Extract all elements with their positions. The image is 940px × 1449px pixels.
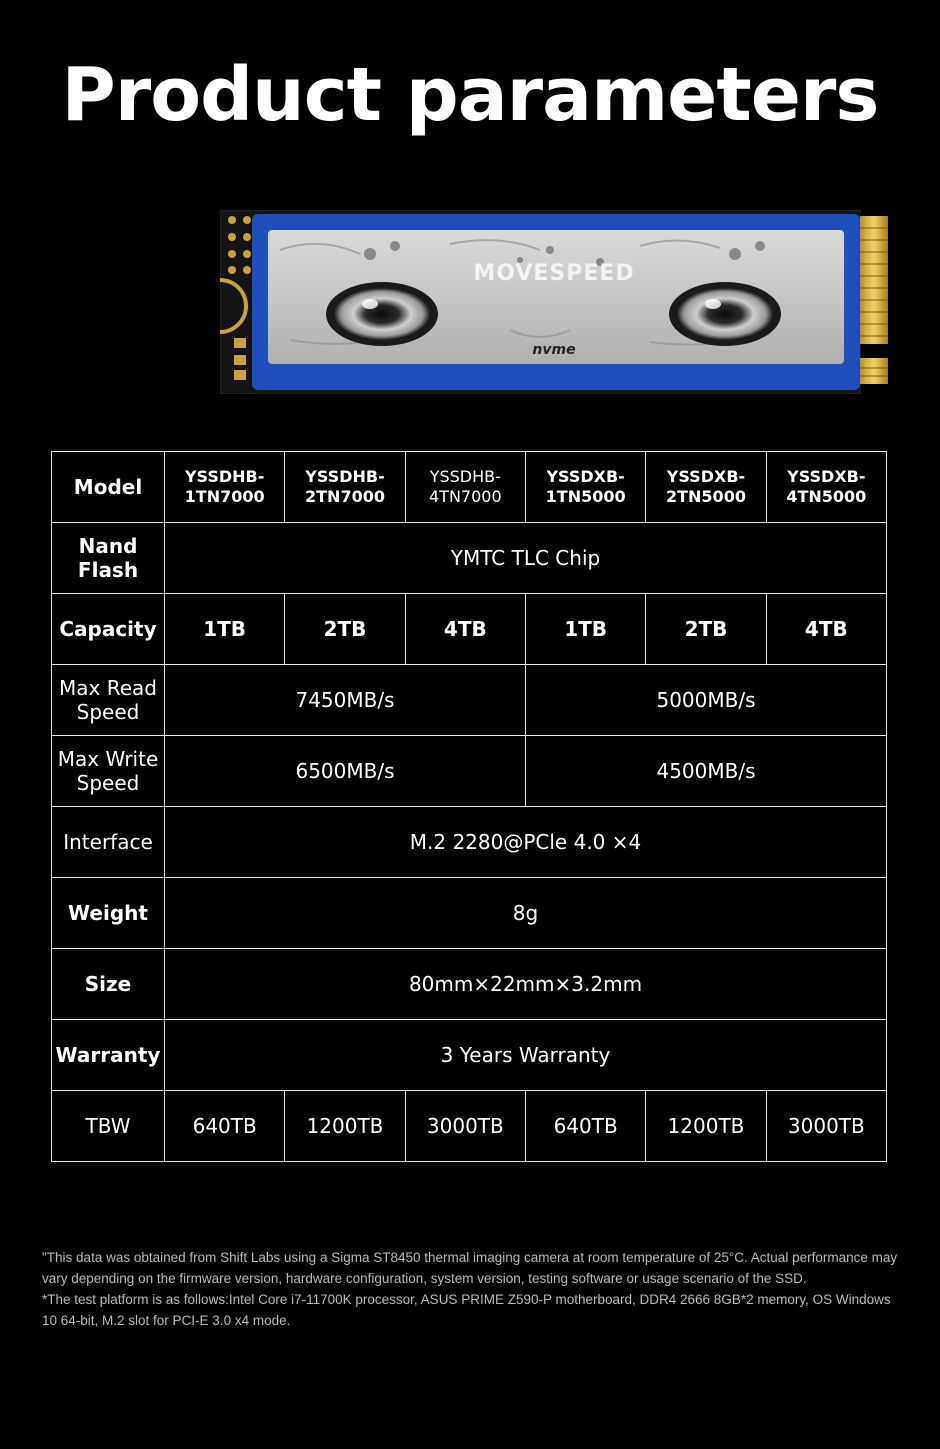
table-row-read xyxy=(52,665,887,736)
model-line: YSSDHB- xyxy=(305,467,385,486)
spec-table xyxy=(51,451,887,1162)
ssd-product-image xyxy=(220,210,890,394)
warranty-value: 3 Years Warranty xyxy=(165,1020,887,1091)
capacity-cell: 1TB xyxy=(525,594,645,665)
table-row-tbw xyxy=(52,1091,887,1162)
tbw-cell: 1200TB xyxy=(285,1091,405,1162)
table-row-nand xyxy=(52,523,887,594)
table-row-size xyxy=(52,949,887,1020)
tbw-cell: 3000TB xyxy=(766,1091,886,1162)
footnote-platform: *The test platform is as follows:Intel Core i7-11700K processor, ASUS PRIME Z590-P motherboard, DDR4 2666 8GB*2 memory, OS Windows 10 64-bit, M.2 slot for PCI-E 3.0 x4 mode. xyxy=(42,1292,891,1328)
row-label-nand: Nand Flash xyxy=(52,523,165,594)
model-cell xyxy=(165,452,285,523)
row-label-size: Size xyxy=(52,949,165,1020)
model-line: 2TN7000 xyxy=(305,487,385,506)
capacity-cell: 4TB xyxy=(405,594,525,665)
tbw-cell: 1200TB xyxy=(646,1091,766,1162)
model-line: YSSDXB- xyxy=(666,467,746,486)
model-line: 1TN7000 xyxy=(184,487,265,506)
model-line: YSSDXB- xyxy=(546,467,625,486)
model-line: YSSDHB- xyxy=(184,467,265,486)
row-label-tbw: TBW xyxy=(52,1091,165,1162)
write-speed-5000: 4500MB/s xyxy=(525,736,886,807)
model-line: YSSDHB- xyxy=(429,467,501,486)
tbw-cell: 3000TB xyxy=(405,1091,525,1162)
model-cell xyxy=(766,452,886,523)
write-speed-7000: 6500MB/s xyxy=(165,736,526,807)
capacity-cell: 2TB xyxy=(285,594,405,665)
row-label-read: Max Read Speed xyxy=(52,665,165,736)
capacity-cell: 4TB xyxy=(766,594,886,665)
table-row-write xyxy=(52,736,887,807)
table-row-capacity xyxy=(52,594,887,665)
table-row-warranty xyxy=(52,1020,887,1091)
row-label-model: Model xyxy=(52,452,165,523)
interface-value: M.2 2280@PCle 4.0 ×4 xyxy=(165,807,887,878)
read-speed-5000: 5000MB/s xyxy=(525,665,886,736)
page-title: Product parameters xyxy=(61,52,879,138)
model-cell xyxy=(285,452,405,523)
model-cell xyxy=(525,452,645,523)
size-value: 80mm×22mm×3.2mm xyxy=(165,949,887,1020)
nvme-badge: nvme xyxy=(532,342,576,358)
model-line: 1TN5000 xyxy=(545,487,626,506)
table-row-weight xyxy=(52,878,887,949)
row-label-interface: Interface xyxy=(52,807,165,878)
weight-value: 8g xyxy=(165,878,887,949)
model-line: 2TN5000 xyxy=(665,487,746,506)
model-cell xyxy=(646,452,766,523)
capacity-cell: 2TB xyxy=(646,594,766,665)
model-cell xyxy=(405,452,525,523)
table-row-interface xyxy=(52,807,887,878)
brand-logo: MOVESPEED xyxy=(473,261,635,286)
row-label-capacity: Capacity xyxy=(52,594,165,665)
tbw-cell: 640TB xyxy=(165,1091,285,1162)
tbw-cell: 640TB xyxy=(525,1091,645,1162)
nand-flash-value: YMTC TLC Chip xyxy=(165,523,887,594)
row-label-weight: Weight xyxy=(52,878,165,949)
footnote-thermal: "This data was obtained from Shift Labs using a Sigma ST8450 thermal imaging camera at room temperature of 25°C. Actual performance may vary depending on the firmware version, hardware configuration, system version, testing software or usage scenario of the SSD. xyxy=(42,1250,898,1286)
row-label-warranty: Warranty xyxy=(52,1020,165,1091)
read-speed-7000: 7450MB/s xyxy=(165,665,526,736)
model-line: YSSDXB- xyxy=(787,467,866,486)
model-line: 4TN7000 xyxy=(429,487,502,506)
row-label-write: Max Write Speed xyxy=(52,736,165,807)
table-row-model xyxy=(52,452,887,523)
footnotes xyxy=(42,1247,902,1331)
capacity-cell: 1TB xyxy=(165,594,285,665)
model-line: 4TN5000 xyxy=(786,487,867,506)
